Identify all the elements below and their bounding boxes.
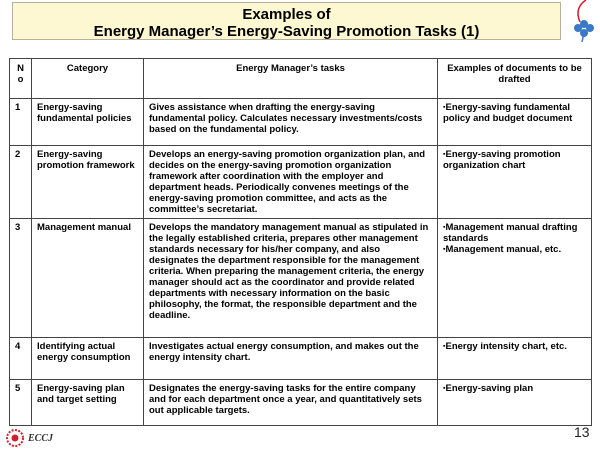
eccj-logo-icon [5, 428, 25, 448]
document-item: ▪Energy-saving fundamental policy and budget document [443, 102, 573, 124]
document-item: ▪Management manual, etc. [443, 244, 562, 255]
row-documents [438, 219, 592, 338]
row-number: 5 [10, 380, 32, 426]
header-no: N o [10, 59, 32, 99]
row-category: Energy-saving promotion framework [32, 146, 144, 219]
row-category: Management manual [32, 219, 144, 338]
row-documents [438, 146, 592, 219]
title-line-2: Energy Manager’s Energy-Saving Promotion Tasks (1) [93, 23, 480, 40]
row-category: Energy-saving fundamental policies [32, 99, 144, 146]
row-category: Energy-saving plan and target setting [32, 380, 144, 426]
row-number: 4 [10, 338, 32, 380]
document-item: ▪Energy intensity chart, etc. [443, 341, 567, 352]
table-row [10, 146, 592, 219]
header-tasks: Energy Manager’s tasks [144, 59, 438, 99]
row-tasks: Designates the energy-saving tasks for the entire company and for each department once a year, and quantitatively sets out applicable targets. [144, 380, 438, 426]
document-item: ▪Energy-saving promotion organization chart [443, 149, 561, 171]
row-category: Identifying actual energy consumption [32, 338, 144, 380]
header-category: Category [32, 59, 144, 99]
page-number: 13 [574, 424, 590, 440]
document-item: ▪Management manual drafting standards [443, 222, 578, 244]
table-row [10, 219, 592, 338]
clover-logo-icon [570, 0, 598, 44]
row-tasks: Develops the mandatory management manual as stipulated in the legally established criteria, prepares other management standards necessary for his/her company, and also designates the department responsible for the management criteria. When preparing the management criteria, the energy manager should act as the coordinator and provide related departments with necessary information on the basic philosophy, the format, the responsible department and the deadline. [144, 219, 438, 338]
row-number: 1 [10, 99, 32, 146]
table-row [10, 338, 592, 380]
document-item: ▪Energy-saving plan [443, 383, 534, 394]
footer-brand: ECCJ [28, 433, 54, 444]
slide-title-box [12, 2, 561, 40]
table-header-row [10, 59, 592, 99]
row-number: 3 [10, 219, 32, 338]
title-line-1: Examples of [242, 6, 331, 23]
row-documents [438, 380, 592, 426]
row-tasks: Develops an energy-saving promotion organization plan, and decides on the energy-saving promotion organization framework after coordination with the employer and department heads. Periodically convenes meetings of the energy-saving promotion committee, and acts as the committee’s secretariat. [144, 146, 438, 219]
tasks-table [9, 58, 592, 426]
header-documents: Examples of documents to be drafted [438, 59, 592, 99]
row-documents [438, 99, 592, 146]
table-row [10, 380, 592, 426]
row-tasks: Gives assistance when drafting the energy-saving fundamental policy. Calculates necessary investments/costs based on the fundamental policy. [144, 99, 438, 146]
table-row [10, 99, 592, 146]
row-documents [438, 338, 592, 380]
row-number: 2 [10, 146, 32, 219]
row-tasks: Investigates actual energy consumption, and makes out the energy intensity chart. [144, 338, 438, 380]
